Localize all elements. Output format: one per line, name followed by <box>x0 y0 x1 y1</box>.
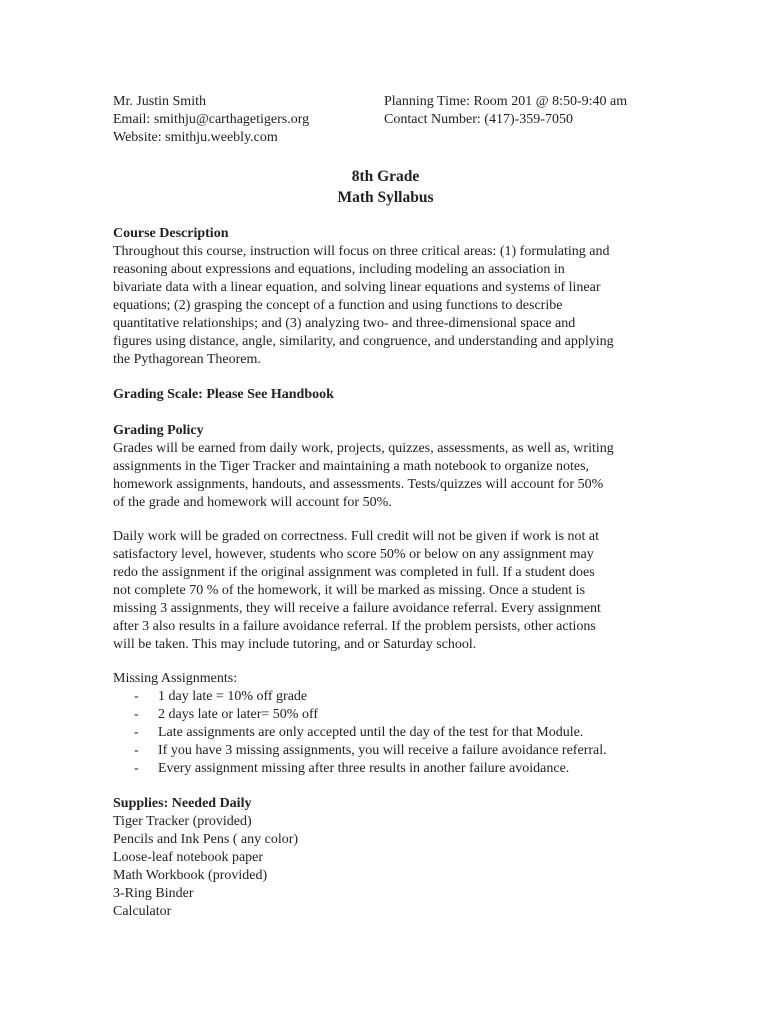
teacher-info <box>113 93 384 147</box>
teacher-email: Email: smithju@carthagetigers.org <box>113 112 310 127</box>
text-line: Daily work will be graded on correctness. Full credit will not be given if work is not at <box>113 529 600 544</box>
dash-bullet: - <box>134 707 139 722</box>
text-line: will be taken. This may include tutoring, and or Saturday school. <box>113 637 477 652</box>
supply-item: Math Workbook (provided) <box>113 868 268 883</box>
dash-bullet: - <box>134 761 139 776</box>
text-line: not complete 70 % of the homework, it will be marked as missing. Once a student is <box>113 583 586 598</box>
list-item <box>134 688 658 706</box>
text-line: Throughout this course, instruction will focus on three critical areas: (1) formulating and <box>113 244 610 259</box>
text-line: figures using distance, angle, similarity, and congruence, and understanding and applying <box>113 334 614 349</box>
text-line: bivariate data with a linear equation, and solving linear equations and systems of linear <box>113 280 601 295</box>
contact-header <box>113 93 658 147</box>
text-line: assignments in the Tiger Tracker and maintaining a math notebook to organize notes, <box>113 459 590 474</box>
list-item <box>134 724 658 742</box>
teacher-availability <box>384 93 664 147</box>
supplies-heading: Supplies: Needed Daily <box>113 796 252 811</box>
list-item <box>134 742 658 760</box>
text-line: the Pythagorean Theorem. <box>113 352 261 367</box>
title-subject: Math Syllabus <box>337 189 434 206</box>
course-description-section <box>113 225 658 369</box>
text-line: Grades will be earned from daily work, projects, quizzes, assessments, as well as, writing <box>113 441 614 456</box>
list-item-text: If you have 3 missing assignments, you will receive a failure avoidance referral. <box>158 743 607 758</box>
supply-item: 3-Ring Binder <box>113 886 194 901</box>
text-line: satisfactory level, however, students who score 50% or below on any assignment may <box>113 547 594 562</box>
list-item-text: Late assignments are only accepted until the day of the test for that Module. <box>158 725 584 740</box>
course-description-text <box>113 243 658 369</box>
list-item-text: 1 day late = 10% off grade <box>158 689 308 704</box>
grading-policy-heading: Grading Policy <box>113 423 204 438</box>
supplies-section <box>113 795 658 921</box>
list-item-text: Every assignment missing after three results in another failure avoidance. <box>158 761 570 776</box>
supply-item: Pencils and Ink Pens ( any color) <box>113 832 299 847</box>
missing-assignments-list <box>113 688 658 778</box>
title-grade: 8th Grade <box>351 168 420 185</box>
text-line: homework assignments, handouts, and assessments. Tests/quizzes will account for 50% <box>113 477 604 492</box>
grading-policy-paragraph-1 <box>113 440 658 512</box>
text-line: equations; (2) grasping the concept of a function and using functions to describe <box>113 298 563 313</box>
dash-bullet: - <box>134 689 139 704</box>
dash-bullet: - <box>134 725 139 740</box>
supply-item: Calculator <box>113 904 172 919</box>
text-line: reasoning about expressions and equations, including modeling an association in <box>113 262 565 277</box>
supply-item: Loose-leaf notebook paper <box>113 850 264 865</box>
grading-scale-heading: Grading Scale: Please See Handbook <box>113 387 334 402</box>
syllabus-page <box>113 93 658 921</box>
missing-assignments-section <box>113 670 658 778</box>
grading-policy-section <box>113 422 658 654</box>
text-line: missing 3 assignments, they will receive a failure avoidance referral. Every assignment <box>113 601 601 616</box>
document-title <box>113 166 658 208</box>
teacher-website: Website: smithju.weebly.com <box>113 130 278 145</box>
planning-time: Planning Time: Room 201 @ 8:50-9:40 am <box>384 94 628 109</box>
supplies-list <box>113 813 658 921</box>
text-line: quantitative relationships; and (3) analyzing two- and three-dimensional space and <box>113 316 576 331</box>
missing-assignments-heading: Missing Assignments: <box>113 671 238 686</box>
supply-item: Tiger Tracker (provided) <box>113 814 252 829</box>
teacher-name: Mr. Justin Smith <box>113 94 206 109</box>
list-item-text: 2 days late or later= 50% off <box>158 707 319 722</box>
course-description-heading: Course Description <box>113 226 229 241</box>
grading-policy-paragraph-2 <box>113 528 658 654</box>
text-line: after 3 also results in a failure avoidance referral. If the problem persists, other actions <box>113 619 596 634</box>
text-line: of the grade and homework will account for 50%. <box>113 495 392 510</box>
dash-bullet: - <box>134 743 139 758</box>
list-item <box>134 706 658 724</box>
list-item <box>134 760 658 778</box>
text-line: redo the assignment if the original assignment was completed in full. If a student does <box>113 565 595 580</box>
contact-number: Contact Number: (417)-359-7050 <box>384 112 573 127</box>
